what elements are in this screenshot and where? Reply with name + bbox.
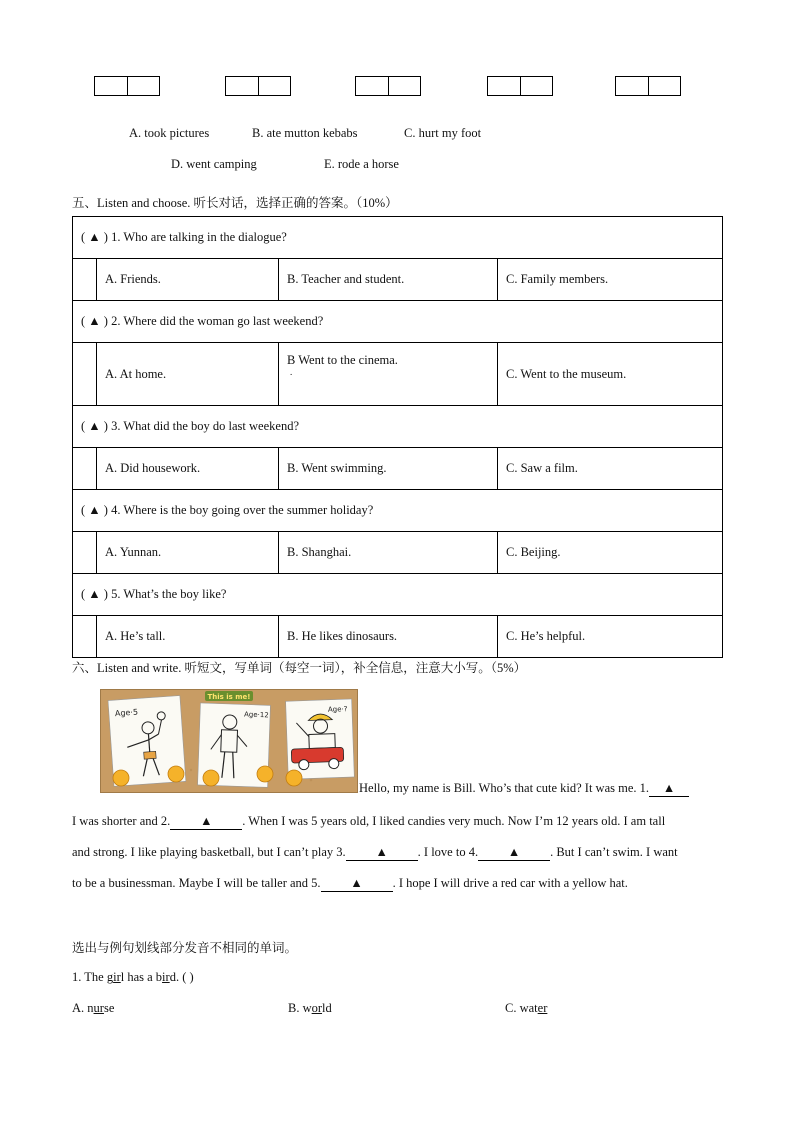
- passage-line-2: [72, 814, 722, 830]
- options-row-2: [73, 343, 723, 406]
- question-stem: ( ▲ ) 3. What did the boy do last weekend?: [73, 406, 723, 448]
- blank-cell: [73, 343, 97, 406]
- underlined-sound: ir: [162, 970, 170, 984]
- age-tag-1: Age·5: [114, 707, 139, 719]
- answer-box-4[interactable]: [487, 76, 553, 96]
- q-text: 1. The g: [72, 970, 114, 984]
- underlined-sound: ir: [113, 970, 121, 984]
- options-row-5: [73, 616, 723, 658]
- blank-cell: [73, 532, 97, 574]
- option-c[interactable]: C. Saw a film.: [498, 448, 723, 490]
- underlined-sound: er: [537, 1001, 548, 1015]
- option-a[interactable]: A. At home.: [97, 343, 279, 406]
- question-stem: ( ▲ ) 4. Where is the boy going over the summer holiday?: [73, 490, 723, 532]
- option-c[interactable]: C. Went to the museum.: [498, 343, 723, 406]
- passage-line-4: [72, 876, 722, 892]
- blank-1[interactable]: ▲: [649, 781, 689, 797]
- phonics-option-a[interactable]: [72, 1001, 114, 1016]
- question-row-4: [73, 490, 723, 532]
- option-text: B. w: [288, 1001, 312, 1015]
- option-c[interactable]: C. He’s helpful.: [498, 616, 723, 658]
- passage-line-3: [72, 845, 722, 861]
- phrase-option-e: E. rode a horse: [324, 157, 399, 171]
- q-text: l has a b: [120, 970, 163, 984]
- blank-cell: [73, 616, 97, 658]
- option-text: A. n: [72, 1001, 94, 1015]
- option-c[interactable]: C. Beijing.: [498, 532, 723, 574]
- options-row-3: [73, 448, 723, 490]
- blank-2[interactable]: ▲: [170, 814, 242, 830]
- underlined-sound: ur: [93, 1001, 104, 1015]
- question-stem: ( ▲ ) 2. Where did the woman go last weekend?: [73, 301, 723, 343]
- options-row-4: [73, 532, 723, 574]
- phrase-option-b: B. ate mutton kebabs: [252, 126, 358, 140]
- passage-text: and strong. I like playing basketball, but I can’t play 3.: [72, 845, 346, 859]
- phonics-title: 选出与例句划线部分发音不相同的单词。: [72, 941, 298, 955]
- question-stem: ( ▲ ) 5. What’s the boy like?: [73, 574, 723, 616]
- passage-text: . When I was 5 years old, I liked candies very much. Now I’m 12 years old. I am tall: [242, 814, 666, 828]
- section6-title: 六、Listen and write. 听短文，写单词（每空一词），补全信息，注意大小写。（5%）: [72, 661, 527, 675]
- answer-box-3[interactable]: [355, 76, 421, 96]
- section5-title: 五、Listen and choose. 听长对话，选择正确的答案。（10%）: [72, 196, 398, 210]
- option-text: se: [103, 1001, 115, 1015]
- question-row-3: [73, 406, 723, 448]
- options-row-1: [73, 259, 723, 301]
- section5-question-table: [72, 216, 723, 658]
- phrase-option-d: D. went camping: [171, 157, 257, 171]
- option-a[interactable]: A. Did housework.: [97, 448, 279, 490]
- bill-growth-picture: [100, 689, 358, 793]
- passage-text: I was shorter and 2.: [72, 814, 171, 828]
- passage-text: to be a businessman. Maybe I will be taller and 5.: [72, 876, 321, 890]
- option-b[interactable]: [279, 343, 498, 406]
- question-row-1: [73, 217, 723, 259]
- picture-banner: This is me!: [207, 693, 251, 701]
- question-row-2: [73, 301, 723, 343]
- phonics-option-b[interactable]: [288, 1001, 332, 1016]
- option-a[interactable]: A. He’s tall.: [97, 616, 279, 658]
- phrase-option-a: A. took pictures: [129, 126, 210, 140]
- option-b[interactable]: B. Shanghai.: [279, 532, 498, 574]
- age-tag-3: Age·?: [327, 705, 348, 714]
- stray-mark: .: [290, 367, 293, 377]
- answer-box-2[interactable]: [225, 76, 291, 96]
- phonics-question-1: [72, 970, 194, 985]
- blank-cell: [73, 259, 97, 301]
- option-a[interactable]: A. Friends.: [97, 259, 279, 301]
- q-text: d. ( ): [169, 970, 194, 984]
- answer-box-1[interactable]: [94, 76, 160, 96]
- passage-text: Hello, my name is Bill. Who’s that cute kid? It was me. 1.: [359, 781, 649, 795]
- option-b[interactable]: B. He likes dinosaurs.: [279, 616, 498, 658]
- blank-3[interactable]: ▲: [346, 845, 418, 861]
- underlined-sound: or: [311, 1001, 323, 1015]
- passage-line-1: [359, 781, 689, 797]
- passage-text: . I love to 4.: [417, 845, 479, 859]
- blank-4[interactable]: ▲: [478, 845, 550, 861]
- age-tag-2: Age·12: [243, 710, 269, 720]
- phonics-option-c[interactable]: [505, 1001, 547, 1016]
- blank-5[interactable]: ▲: [321, 876, 393, 892]
- option-b[interactable]: B. Teacher and student.: [279, 259, 498, 301]
- question-row-5: [73, 574, 723, 616]
- option-text: C. wat: [505, 1001, 538, 1015]
- question-stem: ( ▲ ) 1. Who are talking in the dialogue?: [73, 217, 723, 259]
- option-a[interactable]: A. Yunnan.: [97, 532, 279, 574]
- option-c[interactable]: C. Family members.: [498, 259, 723, 301]
- option-b-text: B Went to the cinema.: [287, 353, 398, 367]
- answer-box-5[interactable]: [615, 76, 681, 96]
- passage-text: . But I can’t swim. I want: [550, 845, 678, 859]
- option-text: ld: [322, 1001, 332, 1015]
- passage-text: . I hope I will drive a red car with a yellow hat.: [392, 876, 628, 890]
- option-b[interactable]: B. Went swimming.: [279, 448, 498, 490]
- blank-cell: [73, 448, 97, 490]
- phrase-option-c: C. hurt my foot: [404, 126, 482, 140]
